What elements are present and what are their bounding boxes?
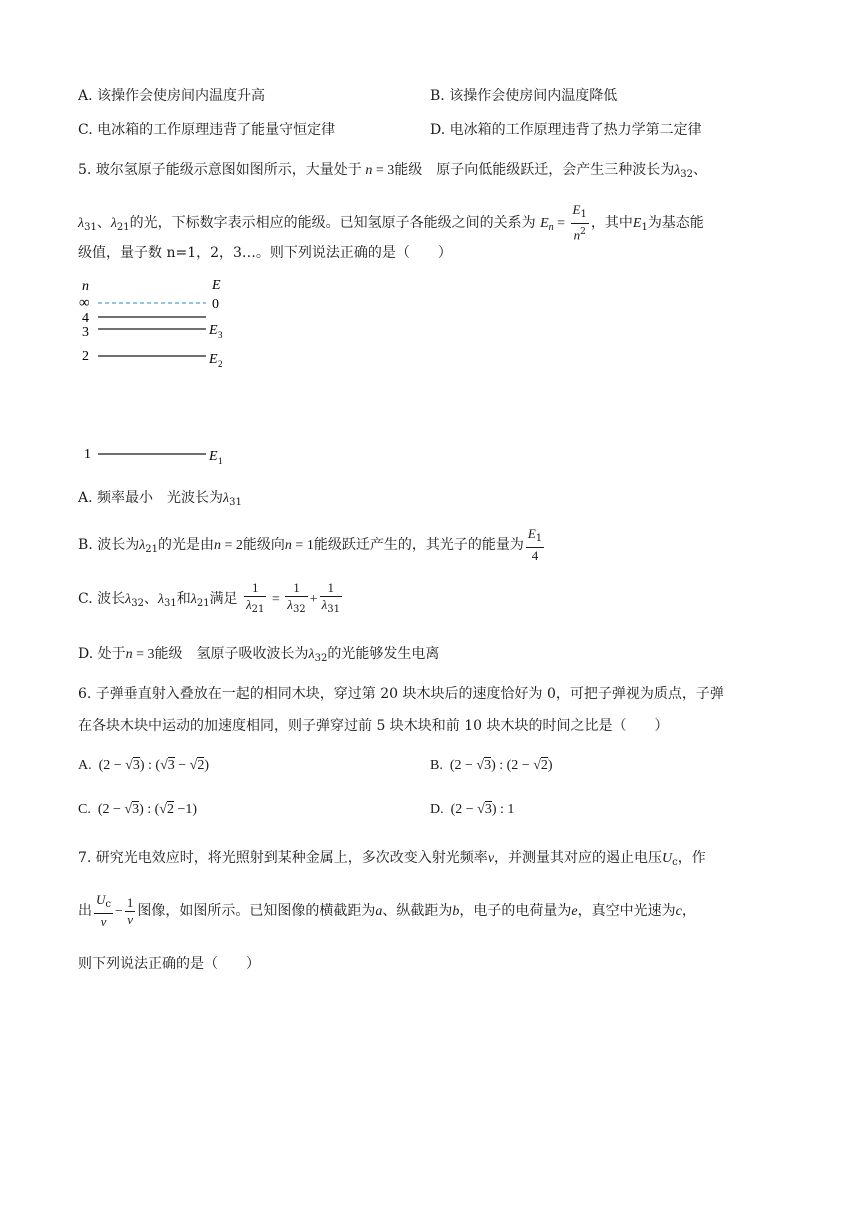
q6-option-d: D. (2 − √3) : 1 [430, 802, 515, 817]
q5-stem-line1: 5. 玻尔氢原子能级示意图如图所示，大量处于 n = 3能级 原子向低能级跃迁，会产生三种波长为$\lambda_{32}$、 [78, 162, 708, 180]
energy-level-diagram [76, 276, 246, 470]
q6-option-a: A. (2 − √3) : (√3 − √2) [78, 758, 210, 773]
q6-option-b: B. (2 − √3) : (2 − √2) [430, 758, 553, 773]
q7-stem-line2: 出 $\frac{U_c}{\nu}$ − $\frac{1}{\nu}$ 图像，如图所示。已知图像的横截距为a、纵截距为b，电子的电荷量为e，真空中光速为c， [78, 892, 696, 929]
level-label-infinity: ∞ [79, 295, 90, 311]
level-energy-1-sub: 1 [218, 456, 223, 466]
axis-label-e: E [212, 278, 221, 293]
level-energy-3: E [209, 323, 218, 338]
q4-option-a: A. 该操作会使房间内温度升高 [78, 88, 266, 104]
q5-option-b: B. 波长为$\lambda_{21}$的光是由n = 2能级向n = 1能级跃迁产生的，其光子的能量为 $\frac{E_1}{4}$ [78, 526, 543, 563]
level-energy-infinity: 0 [212, 297, 219, 312]
q6-option-c: C. (2 − √3) : (√2 −1) [78, 802, 198, 817]
level-energy-1: E [209, 449, 218, 464]
q7-stem-line1: 7. 研究光电效应时，将光照射到某种金属上，多次改变入射光频率ν，并测量其对应的遏止电压$U_c$，作 [78, 850, 706, 868]
q4-option-b: B. 该操作会使房间内温度降低 [430, 88, 618, 104]
level-label-4: 4 [82, 311, 89, 326]
level-label-1: 1 [84, 447, 91, 462]
q5-option-d: D. 处于n = 3能级 氢原子吸收波长为$\lambda_{32}$的光能够发生电离 [78, 646, 440, 664]
q7-stem-line3: 则下列说法正确的是（ ） [78, 956, 260, 972]
q4-option-c: C. 电冰箱的工作原理违背了能量守恒定律 [78, 122, 336, 138]
q5-option-c: C. 波长$\lambda_{32}$、$\lambda_{31}$和$\lambda_{21}$满足 $\frac{1}{\lambda_{21}}$ = $\frac{1}{\lambda_{32}}$ + $\frac{1}{\lambda_{31}}$ [78, 580, 340, 615]
level-energy-3-sub: 3 [218, 330, 223, 340]
axis-label-n: n [82, 279, 89, 294]
level-energy-2: E [209, 352, 218, 367]
level-label-2: 2 [82, 349, 89, 364]
q6-stem-line1: 6. 子弹垂直射入叠放在一起的相同木块，穿过第 20 块木块后的速度恰好为 0，可把子弹视为质点，子弹 [78, 686, 724, 702]
level-energy-2-sub: 2 [218, 359, 223, 369]
q5-stem-line2: $\lambda_{31}$、$\lambda_{21}$的光，下标数字表示相应的能级。已知氢原子各能级之间的关系为 $E_n$ = $\frac{E_1}{n^2}$ ，其中$E_1$为基态能 [78, 202, 704, 243]
level-label-3: 3 [82, 325, 89, 340]
q5-stem-line3: 级值，量子数 n=1，2，3…。则下列说法正确的是（ ） [78, 245, 452, 261]
q6-stem-line2: 在各块木块中运动的加速度相同，则子弹穿过前 5 块木块和前 10 块木块的时间之比是（ ） [78, 718, 669, 734]
q4-option-d: D. 电冰箱的工作原理违背了热力学第二定律 [430, 122, 702, 138]
q5-option-a: A. 频率最小 光波长为$\lambda_{31}$ [78, 490, 242, 508]
